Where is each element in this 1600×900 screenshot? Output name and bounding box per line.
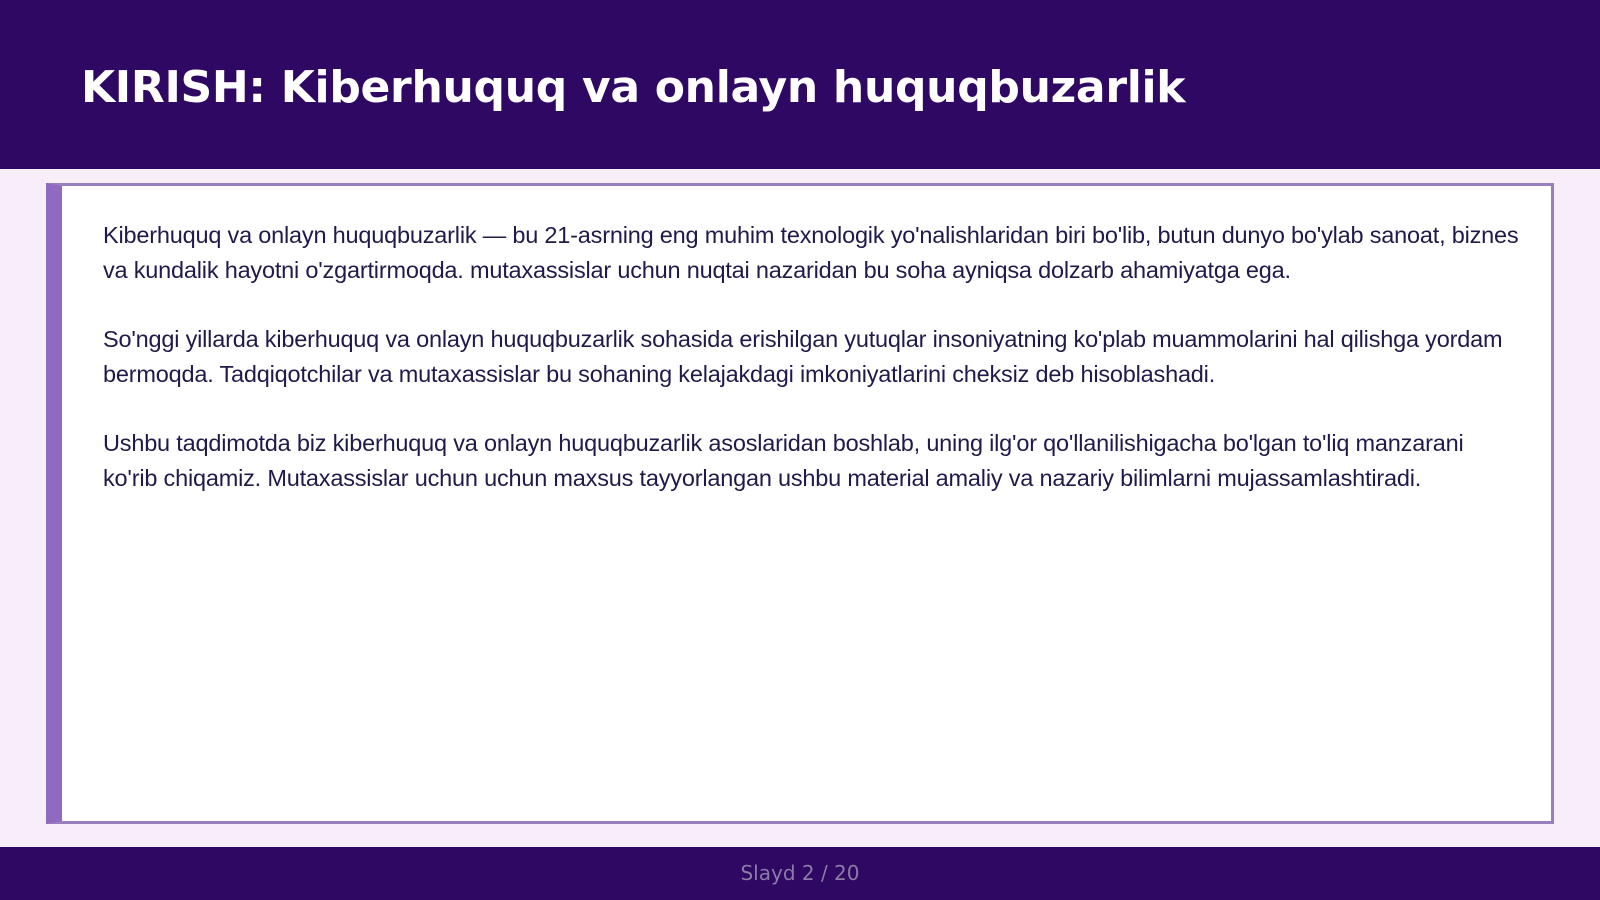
intro-paragraph: Kiberhuquq va onlayn huquqbuzarlik — bu 21-asrning eng muhim texnologik yo'nalishlaridan biri bo'lib, butun dunyo bo'ylab sanoat, biznes va kundalik hayotni o'zgartirmoqda. mutaxassislar uchun nuqtai nazaridan bu soha ayniqsa dolzarb ahamiyatga ega.: [103, 222, 1519, 283]
slide-header: [0, 0, 1600, 169]
content-card: [46, 183, 1554, 824]
slide-number: Slayd 2 / 20: [740, 861, 860, 885]
slide-footer: [0, 847, 1600, 900]
overview-paragraph: Ushbu taqdimotda biz kiberhuquq va onlayn huquqbuzarlik asoslaridan boshlab, uning ilg'or qo'llanilishigacha bo'lgan to'liq manzarani ko'rib chiqamiz. Mutaxassislar uchun uchun maxsus tayyorlangan ushbu material amaliy va nazariy bilimlarni mujassamlashtiradi.: [103, 430, 1464, 491]
content-text: [103, 218, 1523, 530]
achievements-paragraph: So'nggi yillarda kiberhuquq va onlayn huquqbuzarlik sohasida erishilgan yutuqlar insoniyatning ko'plab muammolarini hal qilishga yordam bermoqda. Tadqiqotchilar va mutaxassislar bu sohaning kelajakdagi imkoniyatlarini cheksiz deb hisoblashadi.: [103, 326, 1503, 387]
slide-title: KIRISH: Kiberhuquq va onlayn huquqbuzarlik: [81, 62, 1186, 113]
